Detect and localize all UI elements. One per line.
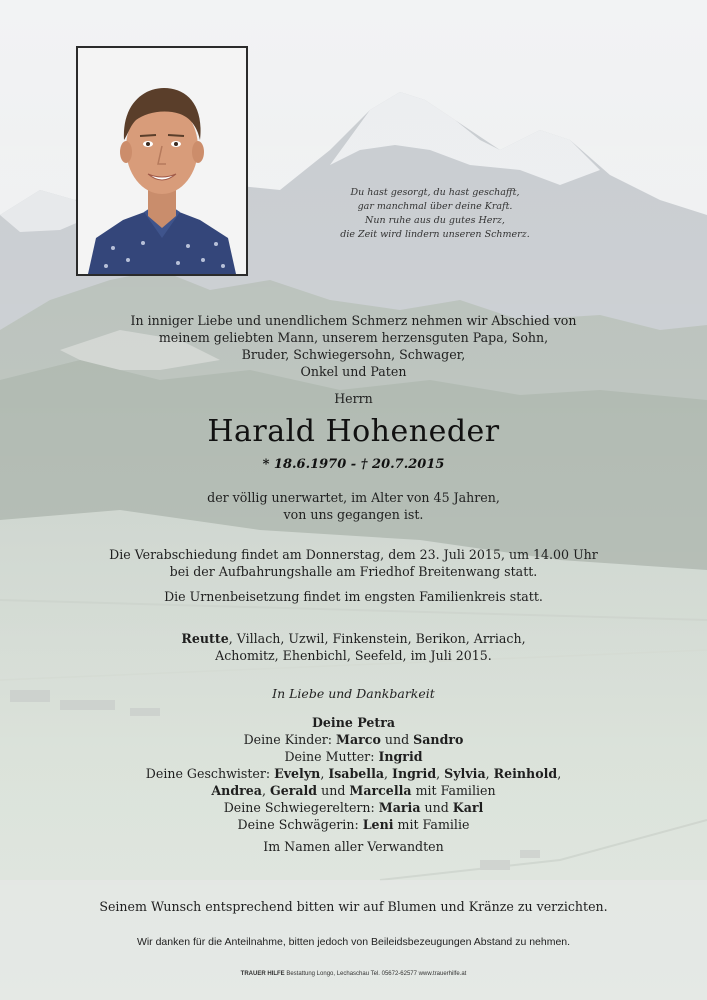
children-label: Deine Kinder: [243, 732, 337, 747]
with-families: mit Familien [411, 783, 496, 798]
mourner-siblings-cont [0, 782, 707, 799]
separator: , [485, 766, 494, 781]
separator: , [320, 766, 329, 781]
sibling-name: Marcella [349, 783, 412, 798]
inlaw-name: Maria [378, 800, 421, 815]
flowers-wish: Seinem Wunsch entsprechend bitten wir auf Blumen und Kränze zu verzichten. [99, 899, 608, 914]
gratitude-heading: In Liebe und Dankbarkeit [272, 686, 435, 701]
sister-in-law-name: Leni [362, 817, 394, 832]
separator: , [557, 766, 562, 781]
urn-burial-text: Die Urnenbeisetzung findet im engsten Familienkreis statt. [164, 589, 543, 604]
funeral-home-info: Bestattung Longo, Lechaschau Tel. 05672-62577 www.trauerhilfe.at [284, 971, 467, 977]
places-text [0, 630, 707, 664]
farewell-text [0, 546, 707, 580]
relatives-line: Im Namen aller Verwandten [263, 839, 444, 854]
passing-line: von uns gegangen ist. [283, 507, 424, 522]
mourners-list [0, 714, 707, 855]
sibling-name: Ingrid [392, 766, 437, 781]
passing-line: der völlig unerwartet, im Alter von 45 Jahren, [207, 490, 500, 505]
sibling-name: Reinhold [493, 766, 558, 781]
mourner-mother [0, 748, 707, 765]
mourner-wife [0, 714, 707, 731]
sister-in-law-label: Deine Schwägerin: [237, 817, 363, 832]
passing-text [0, 489, 707, 523]
poem-line: gar manchmal über deine Kraft. [357, 201, 513, 212]
with-family: mit Familie [393, 817, 470, 832]
poem-line: Du hast gesorgt, du hast geschafft, [350, 187, 520, 198]
sibling-name: Gerald [269, 783, 318, 798]
salutation: Herrn [334, 391, 373, 406]
sibling-name: Evelyn [274, 766, 321, 781]
farewell-line: Die Verabschiedung findet am Donnerstag, dem 23. Juli 2015, um 14.00 Uhr [109, 547, 598, 562]
portrait-photo [76, 46, 248, 276]
mourner-sister-in-law [0, 816, 707, 833]
mother-name: Ingrid [378, 749, 423, 764]
portrait-image [78, 48, 246, 274]
sibling-name: Isabella [328, 766, 385, 781]
poem [300, 186, 570, 242]
intro-line: meinem geliebten Mann, unserem herzensguten Papa, Sohn, [158, 330, 549, 345]
intro-line: In inniger Liebe und unendlichem Schmerz nehmen wir Abschied von [130, 313, 577, 328]
places-line-1 [0, 630, 707, 647]
deceased-name: Harald Hoheneder [207, 414, 500, 449]
places-rest: , Villach, Uzwil, Finkenstein, Berikon, Arriach, [228, 631, 526, 646]
wife-name: Deine Petra [311, 715, 396, 730]
conjunction: und [420, 800, 453, 815]
mourner-children [0, 731, 707, 748]
poem-line: die Zeit wird lindern unseren Schmerz. [340, 229, 530, 240]
funeral-home-brand: TRAUER HILFE [240, 971, 285, 977]
farewell-line: bei der Aufbahrungshalle am Friedhof Breitenwang statt. [169, 564, 538, 579]
inlaws-label: Deine Schwiegereltern: [223, 800, 379, 815]
funeral-home-footer [0, 971, 707, 977]
mourner-inlaws [0, 799, 707, 816]
siblings-label: Deine Geschwister: [145, 766, 275, 781]
separator: , [436, 766, 445, 781]
sibling-name: Andrea [211, 783, 262, 798]
mother-label: Deine Mutter: [284, 749, 379, 764]
thanks-note: Wir danken für die Anteilnahme, bitten jedoch von Beileidsbezeugungen Abstand zu nehmen. [136, 936, 571, 948]
conjunction: und [380, 732, 414, 747]
intro-text [0, 312, 707, 380]
poem-line: Nun ruhe aus du gutes Herz, [365, 215, 505, 226]
place-reutte: Reutte [181, 631, 229, 646]
intro-line: Onkel und Paten [300, 364, 407, 379]
separator: , [384, 766, 393, 781]
separator: , [261, 783, 270, 798]
inlaw-name: Karl [452, 800, 484, 815]
child-name: Sandro [413, 732, 464, 747]
conjunction: und [317, 783, 350, 798]
sibling-name: Sylvia [444, 766, 486, 781]
places-line-2: Achomitz, Ehenbichl, Seefeld, im Juli 2015. [215, 648, 492, 663]
child-name: Marco [336, 732, 381, 747]
mourner-siblings [0, 765, 707, 782]
life-dates: * 18.6.1970 - † 20.7.2015 [262, 457, 445, 472]
intro-line: Bruder, Schwiegersohn, Schwager, [241, 347, 466, 362]
